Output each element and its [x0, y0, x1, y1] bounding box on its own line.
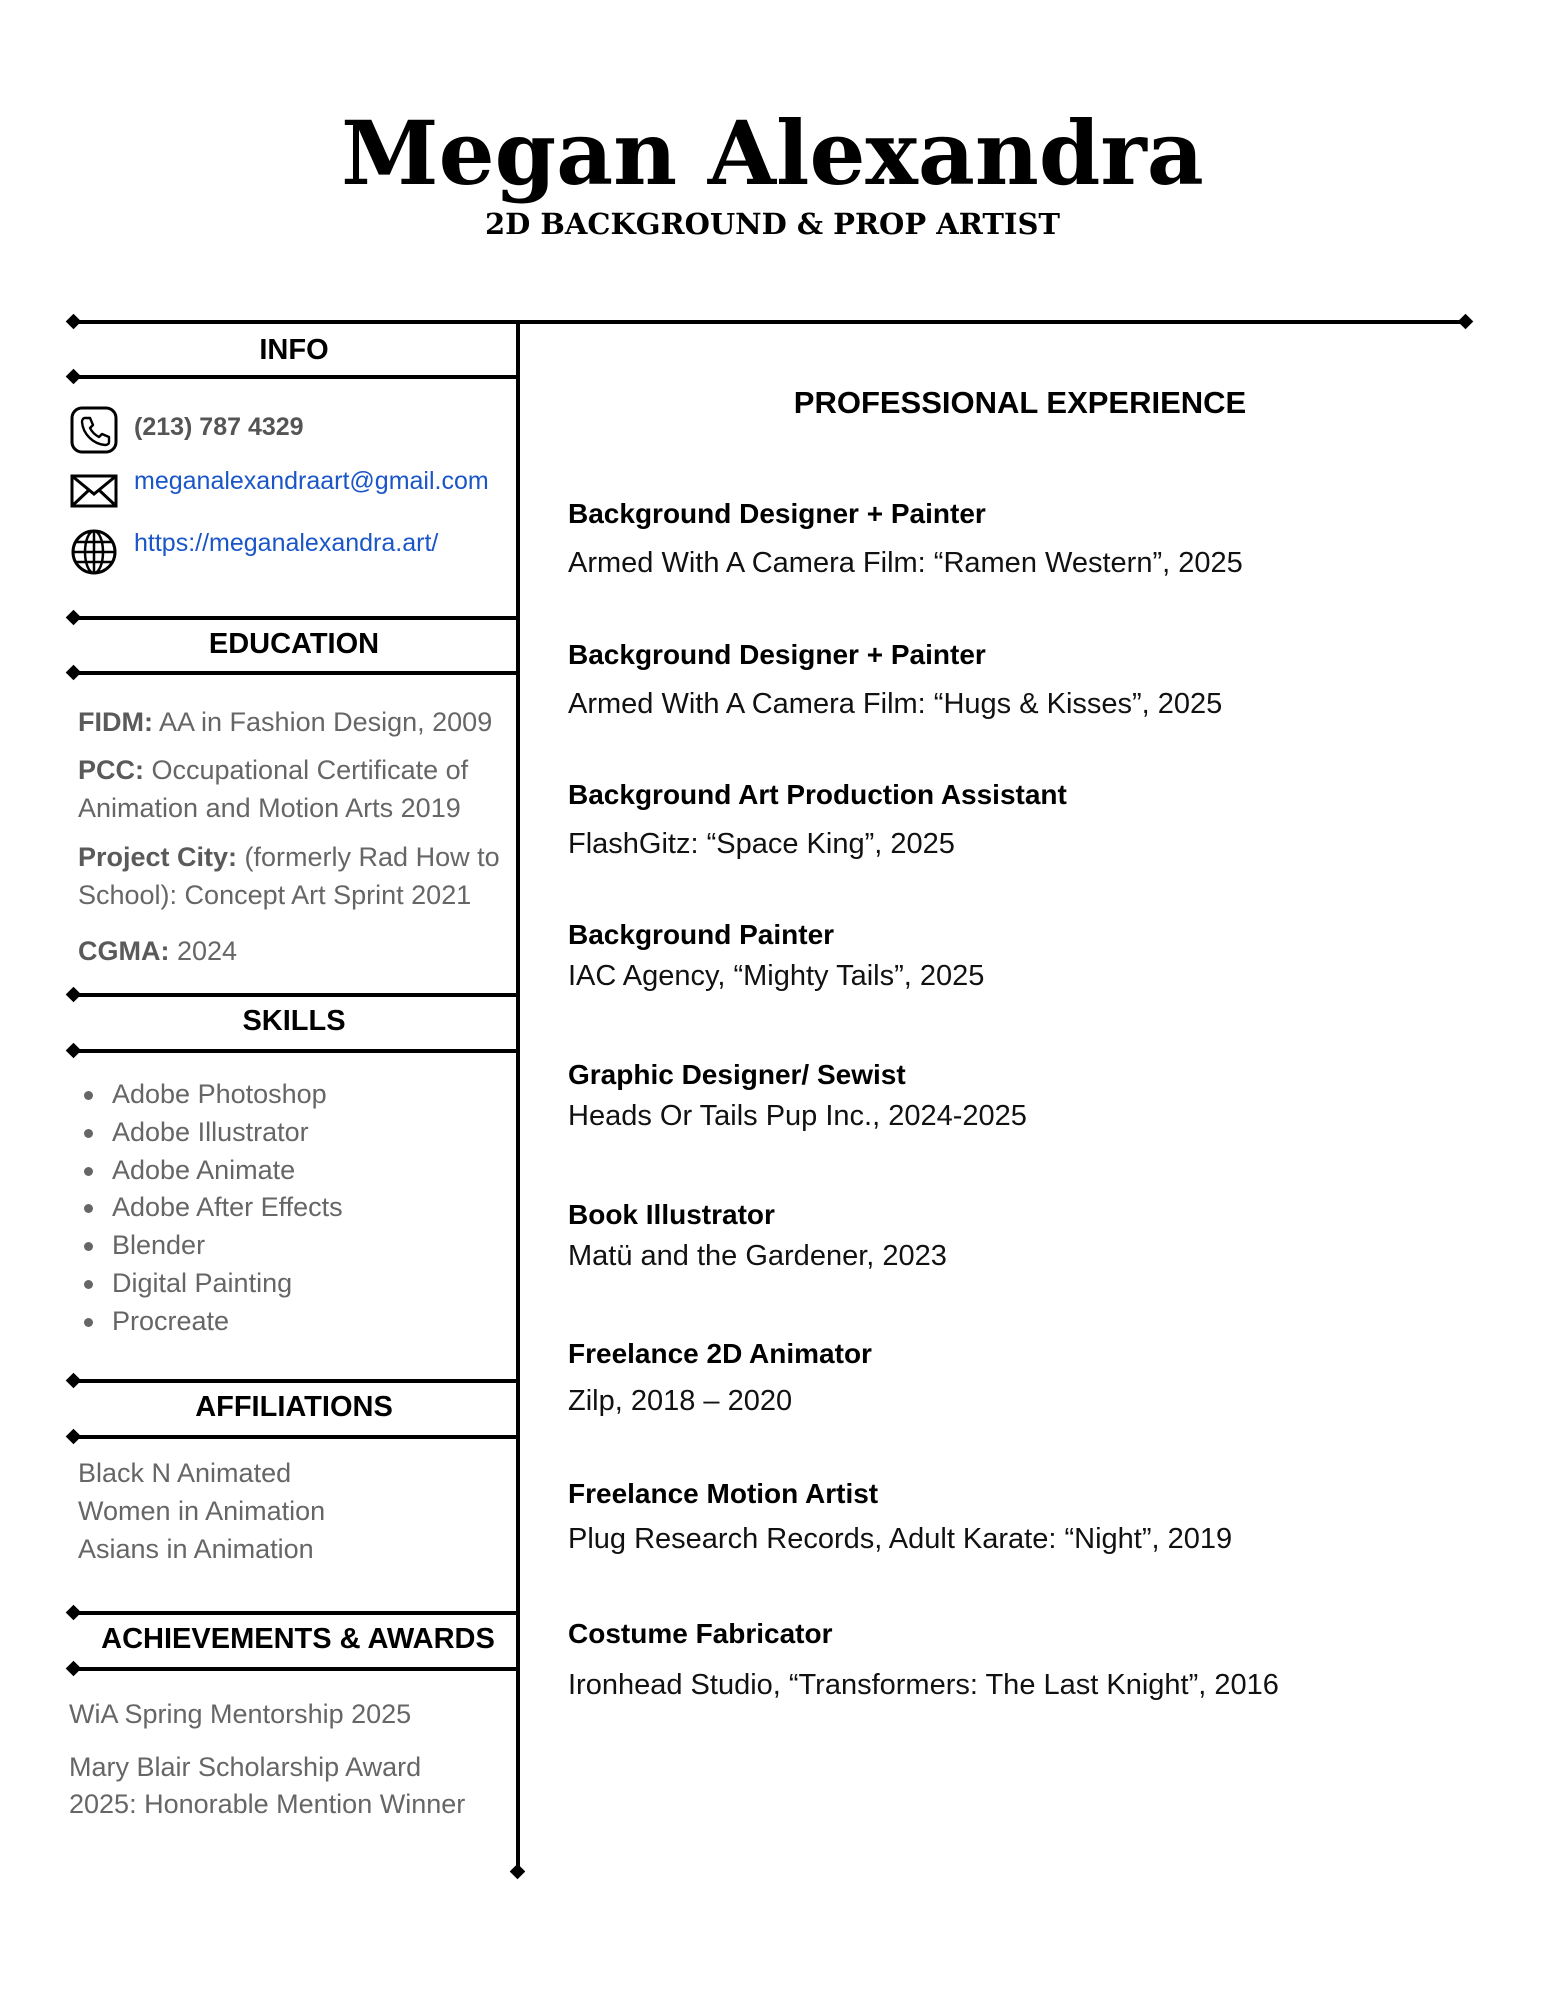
job-detail: IAC Agency, “Mighty Tails”, 2025	[568, 960, 985, 992]
skill-item: Procreate	[80, 1303, 343, 1341]
job-entry	[568, 497, 1468, 581]
phone-row	[70, 406, 510, 454]
job-detail: Plug Research Records, Adult Karate: “Night”, 2019	[568, 1523, 1233, 1555]
envelope-icon	[70, 464, 118, 512]
job-entry	[568, 778, 1468, 862]
job-title: Freelance Motion Artist	[568, 1478, 879, 1509]
job-title: Background Art Production Assistant	[568, 779, 1067, 810]
website-row	[70, 528, 510, 576]
job-title: Graphic Designer/ Sewist	[568, 1059, 906, 1090]
phone-number: (213) 787 4329	[134, 413, 304, 441]
divider-endpoint	[66, 665, 82, 681]
affiliations-heading: AFFILIATIONS	[195, 1391, 393, 1423]
divider-endpoint	[66, 1043, 82, 1059]
affiliations-list	[78, 1454, 325, 1568]
globe-icon	[70, 528, 118, 576]
divider-endpoint	[66, 1605, 82, 1621]
achievement-item: Mary Blair Scholarship Award 2025: Honorable Mention Winner	[69, 1752, 466, 1819]
job-entry	[568, 1337, 1468, 1419]
top-divider	[74, 320, 1467, 324]
job-detail: Armed With A Camera Film: “Hugs & Kisses”, 2025	[568, 688, 1223, 720]
section-divider	[74, 1667, 518, 1671]
section-divider	[74, 993, 518, 997]
email-row	[70, 464, 510, 512]
divider-endpoint	[66, 610, 82, 626]
skill-item: Adobe Animate	[80, 1152, 343, 1190]
section-divider	[74, 375, 518, 379]
education-detail: AA in Fashion Design, 2009	[152, 707, 493, 737]
divider-endpoint	[66, 1429, 82, 1445]
skill-item: Adobe Photoshop	[80, 1076, 343, 1114]
job-entry	[568, 918, 1468, 994]
skill-item: Blender	[80, 1227, 343, 1265]
education-school: PCC:	[78, 755, 144, 785]
education-detail: 2024	[169, 936, 238, 966]
achievements-heading: ACHIEVEMENTS & AWARDS	[101, 1623, 495, 1655]
website-link[interactable]: https://meganalexandra.art/	[134, 529, 439, 557]
skill-item: Adobe After Effects	[80, 1189, 343, 1227]
divider-endpoint	[66, 987, 82, 1003]
resume-name: Megan Alexandra	[341, 101, 1204, 205]
section-divider	[74, 671, 518, 675]
skills-heading: SKILLS	[242, 1005, 346, 1037]
divider-endpoint	[1458, 314, 1474, 330]
job-entry	[568, 1617, 1468, 1703]
skills-list	[80, 1076, 343, 1341]
skill-item: Adobe Illustrator	[80, 1114, 343, 1152]
job-title: Costume Fabricator	[568, 1618, 833, 1649]
job-entry	[568, 1198, 1468, 1274]
job-entry	[568, 1058, 1468, 1134]
divider-endpoint	[66, 369, 82, 385]
job-entry	[568, 1477, 1468, 1557]
education-detail: Occupational Certificate of Animation and Motion Arts 2019	[78, 755, 469, 823]
email-link[interactable]: meganalexandraart@gmail.com	[134, 467, 489, 495]
info-heading: INFO	[259, 334, 329, 366]
education-school: FIDM:	[78, 707, 153, 737]
resume-job-title: 2D BACKGROUND & PROP ARTIST	[484, 207, 1060, 241]
job-detail: Heads Or Tails Pup Inc., 2024-2025	[568, 1100, 1027, 1132]
education-heading: EDUCATION	[208, 628, 380, 660]
divider-endpoint	[66, 314, 82, 330]
job-detail: Matü and the Gardener, 2023	[568, 1240, 947, 1272]
job-title: Background Painter	[568, 919, 835, 950]
education-item	[78, 932, 518, 970]
job-title: Freelance 2D Animator	[568, 1338, 872, 1369]
education-item	[78, 838, 518, 914]
affiliation-item: Black N Animated	[78, 1458, 292, 1488]
skill-item: Digital Painting	[80, 1265, 343, 1303]
job-title: Background Designer + Painter	[568, 498, 986, 529]
phone-icon	[70, 406, 118, 454]
job-detail: Ironhead Studio, “Transformers: The Last Knight”, 2016	[568, 1669, 1279, 1701]
section-divider	[74, 1435, 518, 1439]
divider-endpoint	[66, 1661, 82, 1677]
experience-heading: PROFESSIONAL EXPERIENCE	[793, 385, 1247, 420]
section-divider	[74, 1379, 518, 1383]
job-title: Book Illustrator	[568, 1199, 775, 1230]
section-divider	[74, 1611, 518, 1615]
education-item	[78, 751, 518, 827]
divider-endpoint	[510, 1864, 526, 1880]
job-entry	[568, 638, 1468, 722]
job-title: Background Designer + Painter	[568, 639, 986, 670]
job-detail: Armed With A Camera Film: “Ramen Western”, 2025	[568, 547, 1243, 579]
education-school: CGMA:	[78, 936, 170, 966]
job-detail: Zilp, 2018 – 2020	[568, 1385, 793, 1417]
affiliation-item: Women in Animation	[78, 1496, 326, 1526]
job-detail: FlashGitz: “Space King”, 2025	[568, 828, 955, 860]
education-item	[78, 703, 518, 741]
education-detail: (formerly Rad How to School): Concept Art Sprint 2021	[78, 842, 500, 910]
divider-endpoint	[66, 1373, 82, 1389]
section-divider	[74, 1049, 518, 1053]
achievement-item: WiA Spring Mentorship 2025	[69, 1699, 412, 1729]
section-divider	[74, 616, 518, 620]
education-school: Project City:	[78, 842, 238, 872]
affiliation-item: Asians in Animation	[78, 1534, 314, 1564]
